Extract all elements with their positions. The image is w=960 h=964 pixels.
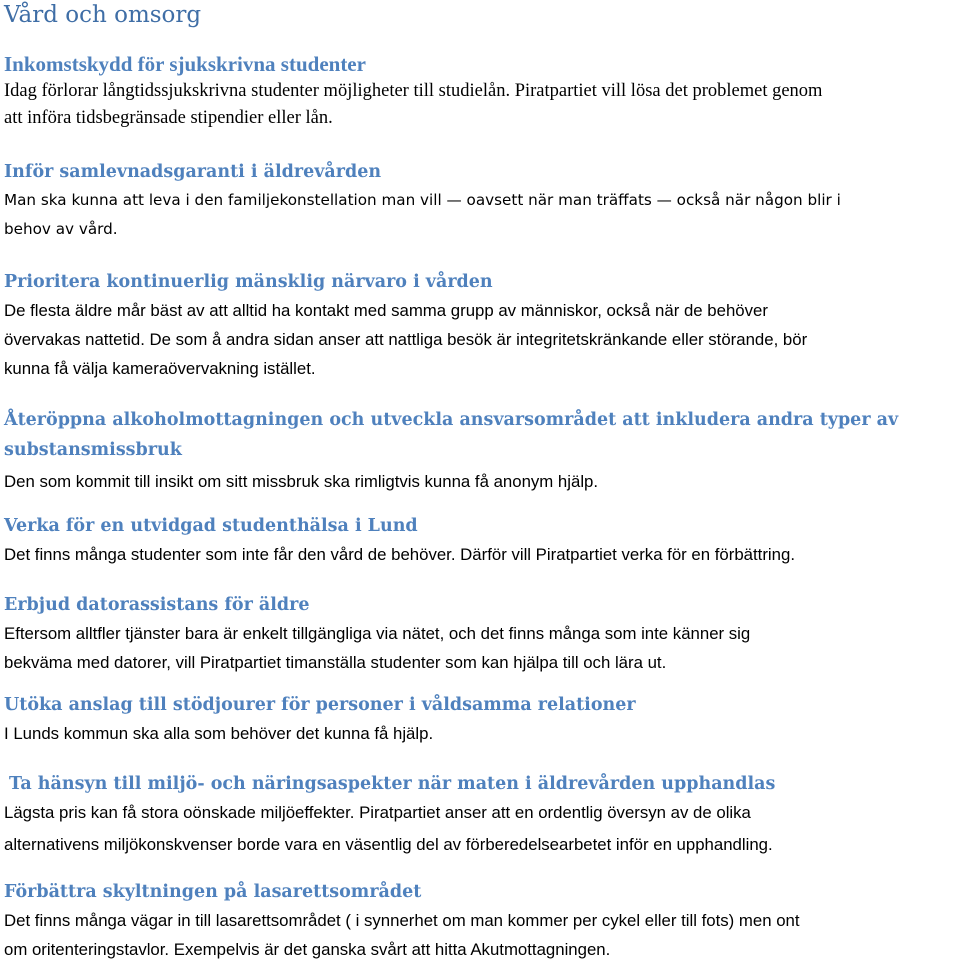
section-text-line: om oritenteringstavlor. Exempelvis är det ganska svårt att hitta Akutmottagningen. — [4, 940, 611, 959]
section-text-line: De flesta äldre mår bäst av att alltid ha kontakt med samma grupp av människor, också när de behöver — [4, 301, 768, 320]
section-heading: Utöka anslag till stödjourer för personer i våldsamma relationer — [4, 695, 636, 715]
section-miljo-naringsaspekter — [4, 770, 956, 859]
section-text-line: kunna få välja kameraövervakning istället. — [4, 359, 316, 378]
section-text-line: alternativens miljökonskvenser borde vara en väsentlig del av förberedelsearbetet inför en upphandling. — [4, 835, 773, 854]
page-title: Vård och omsorg — [4, 2, 202, 28]
section-text-line: Eftersom alltfler tjänster bara är enkelt tillgängliga via nätet, och det finns många som inte känner sig — [4, 624, 751, 643]
section-datorassistans — [4, 591, 956, 677]
section-heading: Förbättra skyltningen på lasarettsområdet — [4, 882, 422, 902]
section-skyltning — [4, 878, 956, 964]
section-text-line: behov av vård. — [4, 220, 118, 238]
section-text-line: Idag förlorar långtidssjukskrivna studenter möjligheter till studielån. Piratpartiet vill lösa det problemet genom — [4, 81, 823, 101]
section-heading: Återöppna alkoholmottagningen och utveckla ansvarsområdet att inkludera andra typer av substansmissbruk — [4, 410, 899, 460]
section-samlevnadsgaranti — [4, 158, 956, 244]
section-inkomstskydd — [4, 50, 956, 132]
section-text-line: Den som kommit till insikt om sitt missbruk ska rimligtvis kunna få anonym hjälp. — [4, 472, 599, 491]
section-text-line: bekväma med datorer, vill Piratpartiet timanställa studenter som kan hjälpa till och lära ut. — [4, 653, 667, 672]
section-heading: Ta hänsyn till miljö- och näringsaspekter när maten i äldrevården upphandlas — [9, 774, 776, 794]
section-alkoholmottagningen — [4, 405, 956, 496]
section-heading: Inkomstskydd för sjukskrivna studenter — [4, 52, 366, 76]
section-text-line: Lägsta pris kan få stora oönskade miljöeffekter. Piratpartiet anser att en ordentlig översyn av de olika — [4, 803, 751, 822]
section-text-line: övervakas nattetid. De som å andra sidan anser att nattliga besök är integritetskränkande eller störande, bör — [4, 330, 808, 349]
section-text-line: att införa tidsbegränsade stipendier eller lån. — [4, 108, 333, 128]
section-kontinuerlig-narvaro — [4, 268, 956, 383]
section-stodjourer — [4, 691, 956, 748]
section-heading: Inför samlevnadsgaranti i äldrevården — [4, 162, 382, 182]
section-heading: Erbjud datorassistans för äldre — [4, 595, 310, 615]
section-heading: Verka för en utvidgad studenthälsa i Lund — [4, 516, 418, 536]
section-heading: Prioritera kontinuerlig mänsklig närvaro i vården — [4, 272, 493, 292]
section-text-line: Man ska kunna att leva i den familjekonstellation man vill — oavsett när man träffats — också när någon blir i — [4, 191, 841, 209]
section-text-line: Det finns många vägar in till lasarettsområdet ( i synnerhet om man kommer per cykel eller till fots) men ont — [4, 911, 800, 930]
section-text-line: Det finns många studenter som inte får den vård de behöver. Därför vill Piratpartiet verka för en förbättring. — [4, 545, 795, 564]
section-studenthalsa — [4, 512, 956, 569]
section-text-line: I Lunds kommun ska alla som behöver det kunna få hjälp. — [4, 724, 434, 743]
